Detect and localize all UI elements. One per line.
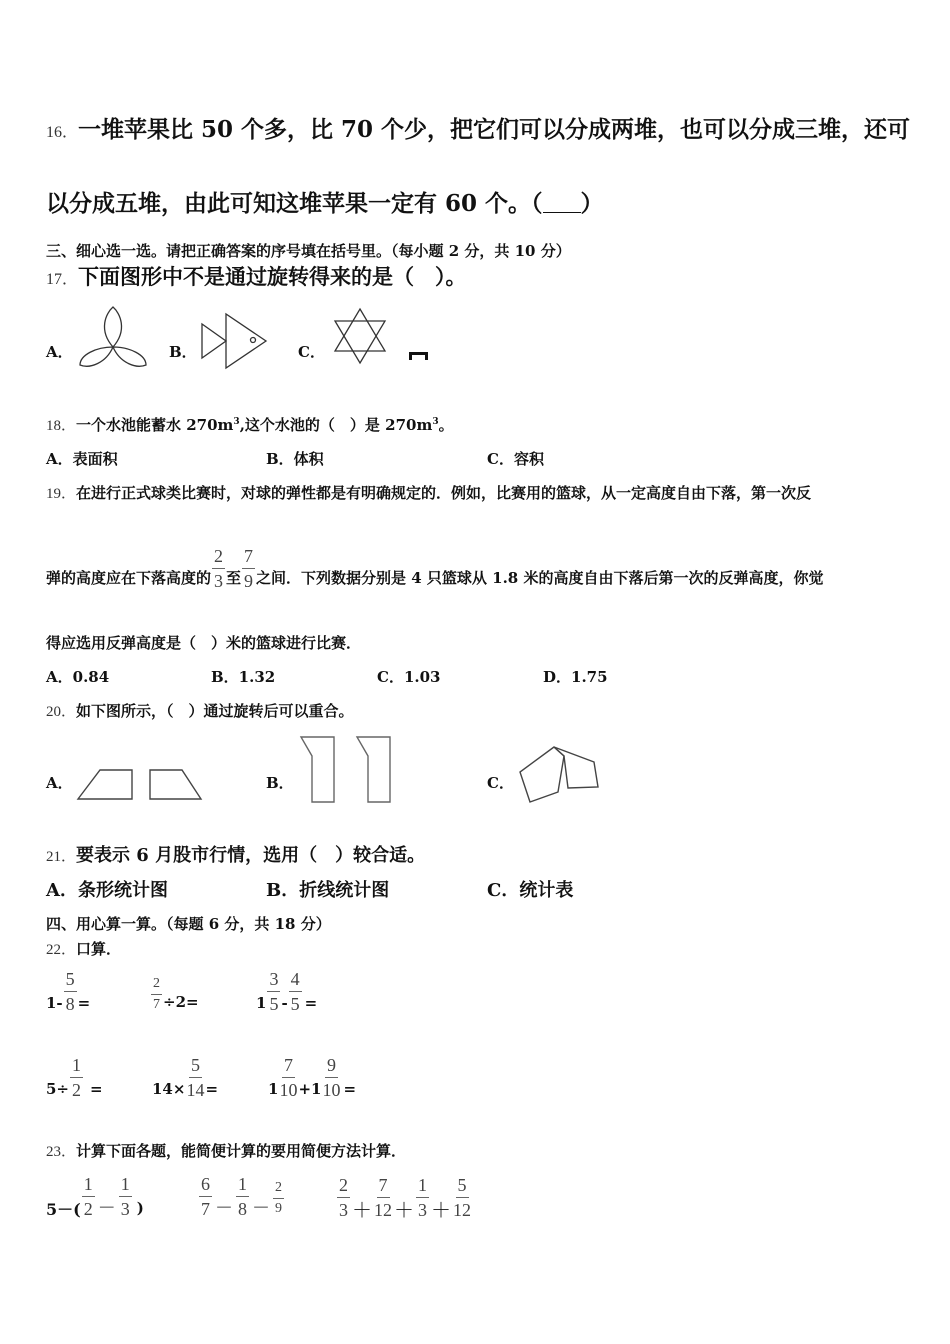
q20-option-a-label[interactable]: A． <box>46 774 73 792</box>
q23-e3-numerator-4: 5 <box>456 1176 469 1198</box>
q23-e1-denominator-2: 3 <box>120 1198 130 1219</box>
q22-item6-op: +1 <box>298 1079 322 1098</box>
q22-item4-fraction <box>70 1056 83 1099</box>
q22-item4-denominator: 2 <box>72 1080 82 1100</box>
q23-e3-denominator-1: 3 <box>339 1200 348 1220</box>
q22-item3-numerator-1: 3 <box>267 970 280 992</box>
q19-option-c[interactable]: C．1.03 <box>377 668 441 686</box>
q23-e3-fraction-1 <box>337 1176 350 1219</box>
q22-text: 口算． <box>76 940 122 958</box>
q22-item6-numerator-1: 7 <box>282 1056 295 1078</box>
q20-option-b-label[interactable]: B． <box>266 774 294 792</box>
q23-e2-op-1: － <box>215 1198 233 1219</box>
q18-option-c[interactable]: C．容积 <box>487 450 544 468</box>
q17-stem <box>46 261 467 291</box>
q22-item4-numerator: 1 <box>70 1056 83 1078</box>
q23-e2-fraction-3 <box>273 1181 284 1216</box>
q22-item6-denominator-1: 10 <box>279 1080 298 1100</box>
q23-number: 23． <box>46 1144 77 1160</box>
q23-stem <box>46 1140 406 1161</box>
q17-text: 下面图形中不是通过旋转得来的是（ ）。 <box>78 264 467 289</box>
l-shape-pair-figure <box>298 734 394 806</box>
q23-text: 计算下面各题，能简便计算的要用简便方法计算． <box>76 1142 407 1160</box>
trapezoid-pair-figure <box>76 766 206 802</box>
q22-item5-denominator: 14 <box>186 1080 205 1100</box>
page-mark-icon <box>408 350 430 362</box>
q19-line2 <box>46 542 823 594</box>
q19-frac2-denominator: 9 <box>244 570 254 591</box>
q19-frac1-numerator: 2 <box>212 547 225 569</box>
q22-item6-numerator-2: 9 <box>325 1056 338 1078</box>
q17-option-b-label[interactable]: B． <box>169 343 197 361</box>
q19-text-line1: 在进行正式球类比赛时，对球的弹性都是有明确规定的．例如，比赛用的篮球，从一定高度自由下落，第一次反 <box>76 484 812 502</box>
q16-line1 <box>46 111 910 144</box>
q19-text-line2-a: 弹的高度应在下落高度的 <box>46 568 212 587</box>
q22-item-1 <box>46 970 90 1013</box>
section-4-heading: 四、用心算一算。（每题 6 分，共 18 分） <box>46 915 331 933</box>
q19-text-line3: 得应选用反弹高度是（ ）米的篮球进行比赛． <box>46 634 362 652</box>
q18-number: 18． <box>46 418 77 434</box>
q23-e2-denominator-3: 9 <box>275 1200 282 1216</box>
q19-frac2-numerator: 7 <box>242 547 255 569</box>
q22-item-5 <box>152 1056 218 1099</box>
q16-text-line1: 一堆苹果比 50 个多，比 70 个少，把它们可以分成两堆，也可以分成三堆，还可 <box>78 116 911 143</box>
q18-text-b: ,这个水池的（ ）是 270m <box>239 416 433 434</box>
q20-text: 如下图所示，（ ）通过旋转后可以重合。 <box>76 702 354 720</box>
q20-option-c-label[interactable]: C． <box>487 774 514 792</box>
q23-e3-fraction-3 <box>416 1176 429 1219</box>
q22-item-6 <box>268 1056 356 1099</box>
q22-item3-fraction-2 <box>289 970 302 1013</box>
q23-e3-numerator-3: 1 <box>416 1176 429 1198</box>
q19-number: 19． <box>46 486 77 502</box>
q23-e2-op-2: － <box>252 1198 270 1219</box>
q22-item6-post: = <box>343 1079 357 1098</box>
q21-number: 21． <box>46 849 77 865</box>
q22-item5-fraction <box>186 1056 204 1099</box>
q23-e3-numerator-1: 2 <box>337 1176 350 1198</box>
six-point-star-figure <box>330 305 390 367</box>
q23-e1-denominator-1: 2 <box>83 1198 93 1219</box>
q23-expression-3 <box>336 1172 472 1223</box>
q23-e3-fraction-4 <box>453 1176 471 1219</box>
q23-e2-numerator-3: 2 <box>273 1181 284 1199</box>
q23-e3-op-1: ＋ <box>352 1198 372 1222</box>
q23-e1-fraction-1 <box>82 1175 95 1218</box>
q22-item2-numerator: 2 <box>151 977 162 995</box>
q22-item1-fraction <box>64 970 77 1013</box>
q20-stem <box>46 700 354 721</box>
q21-option-a[interactable]: A．条形统计图 <box>46 880 168 901</box>
q16-text-line2: 以分成五堆，由此可知这堆苹果一定有 60 个。（ <box>46 190 543 217</box>
q19-option-b[interactable]: B．1.32 <box>211 668 276 686</box>
q17-option-a-label[interactable]: A． <box>46 343 73 361</box>
q18-text-a: 一个水池能蓄水 270m <box>76 416 234 434</box>
q23-e3-denominator-2: 12 <box>374 1200 392 1220</box>
q23-e3-op-3: ＋ <box>431 1198 451 1222</box>
q19-text-line2-mid: 至 <box>226 568 242 587</box>
q22-item4-post: = <box>90 1079 103 1098</box>
q22-item-3 <box>256 970 317 1013</box>
q23-e1-pre: 5－( <box>46 1199 81 1219</box>
q20-number: 20． <box>46 704 77 720</box>
q22-item3-fraction-1 <box>267 970 280 1013</box>
q23-e3-fraction-2 <box>374 1176 392 1219</box>
q22-item-2 <box>150 977 199 1012</box>
q19-line1 <box>46 482 811 503</box>
q16-answer-blank[interactable] <box>543 194 581 213</box>
q22-item1-numerator: 5 <box>64 970 77 992</box>
q19-option-a[interactable]: A．0.84 <box>46 668 110 686</box>
q22-stem <box>46 938 121 959</box>
q23-e1-numerator-2: 1 <box>119 1175 132 1197</box>
q19-option-d[interactable]: D．1.75 <box>543 668 608 686</box>
q22-item3-pre: 1 <box>256 993 267 1012</box>
q22-item4-pre: 5÷ <box>46 1079 70 1098</box>
q23-e1-op: － <box>97 1198 116 1219</box>
q21-option-c[interactable]: C．统计表 <box>487 880 574 901</box>
q22-item1-post: = <box>77 993 91 1012</box>
q22-item5-post: = <box>205 1079 219 1098</box>
q22-item5-pre: 14× <box>152 1079 186 1098</box>
q21-option-b[interactable]: B．折线统计图 <box>266 880 390 901</box>
three-petal-figure <box>76 305 150 369</box>
q18-sup-1: 3 <box>233 417 240 427</box>
q22-item6-pre: 1 <box>268 1079 279 1098</box>
q18-option-b[interactable]: B．体积 <box>266 450 324 468</box>
q23-e2-denominator-2: 8 <box>238 1198 247 1219</box>
q22-item6-denominator-2: 10 <box>322 1080 341 1100</box>
q22-item6-fraction-1 <box>279 1056 297 1099</box>
q23-e2-fraction-1 <box>199 1175 212 1218</box>
q22-item5-numerator: 5 <box>189 1056 202 1078</box>
q19-fraction-1 <box>212 547 225 590</box>
q16-text-line2-end: ） <box>580 190 604 217</box>
q18-text-c: 。 <box>438 416 454 434</box>
section-3-heading: 三、细心选一选。请把正确答案的序号填在括号里。（每小题 2 分，共 10 分） <box>46 242 571 260</box>
q22-item2-denominator: 7 <box>153 997 160 1012</box>
q23-e2-numerator-1: 6 <box>199 1175 212 1197</box>
fish-figure <box>198 310 270 372</box>
q17-option-c-label[interactable]: C． <box>298 343 325 361</box>
q22-item2-post: ÷2= <box>163 992 199 1011</box>
q16-line2 <box>46 185 604 218</box>
q18-option-a[interactable]: A．表面积 <box>46 450 118 468</box>
q23-e3-denominator-3: 3 <box>418 1200 427 1220</box>
q22-item3-denominator-1: 5 <box>269 994 279 1014</box>
q22-item1-pre: 1- <box>46 993 63 1012</box>
q16-number: 16． <box>46 124 79 141</box>
q23-e1-numerator-1: 1 <box>82 1175 95 1197</box>
q22-item6-fraction-2 <box>322 1056 340 1099</box>
q23-e1-fraction-2 <box>119 1175 132 1218</box>
q23-expression-2 <box>198 1172 285 1220</box>
q21-stem <box>46 841 425 867</box>
q23-e2-fraction-2 <box>236 1175 249 1218</box>
q19-frac1-denominator: 3 <box>214 570 224 591</box>
q23-expression-1 <box>46 1172 144 1220</box>
q22-number: 22． <box>46 942 77 958</box>
q18-sup-2: 3 <box>432 417 439 427</box>
q21-text: 要表示 6 月股市行情，选用（ ）较合适。 <box>76 845 426 866</box>
q19-text-line2-b: 之间．下列数据分别是 4 只篮球从 1.8 米的高度自由下落后第一次的反弹高度，你觉 <box>256 568 824 587</box>
q23-e2-numerator-2: 1 <box>236 1175 249 1197</box>
q23-e3-op-2: ＋ <box>394 1198 414 1222</box>
pentagon-pair-figure <box>514 744 604 806</box>
q23-e2-denominator-1: 7 <box>201 1198 210 1219</box>
q22-item3-denominator-2: 5 <box>290 994 300 1014</box>
q17-number: 17． <box>46 271 79 288</box>
q22-item2-fraction <box>151 977 162 1012</box>
q23-e3-numerator-2: 7 <box>377 1176 390 1198</box>
q22-item3-numerator-2: 4 <box>289 970 302 992</box>
q22-item3-op: - <box>281 993 288 1012</box>
q19-fraction-2 <box>242 547 255 590</box>
q23-e1-post: ) <box>136 1199 144 1217</box>
q23-e3-denominator-4: 12 <box>453 1200 471 1220</box>
q22-item3-post: = <box>304 993 318 1012</box>
q22-item-4 <box>46 1056 103 1099</box>
q18-stem <box>46 414 454 435</box>
q22-item1-denominator: 8 <box>65 994 75 1014</box>
